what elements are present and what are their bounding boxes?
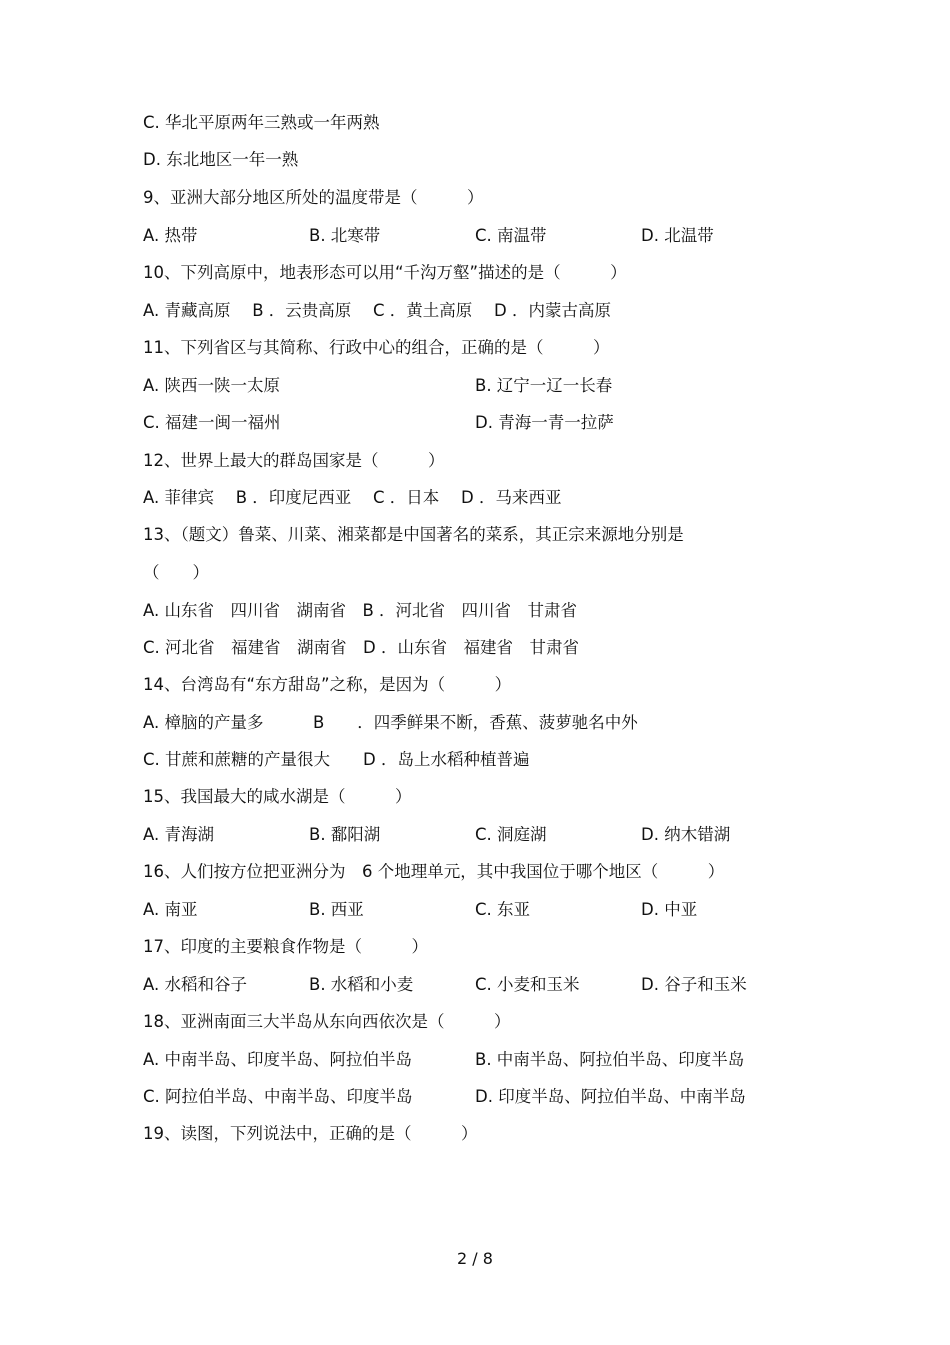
question-line: 13、（题文）鲁菜、川菜、湘菜都是中国著名的菜系，其正宗来源地分别是 [143,525,684,544]
question-line: A. 菲律宾 B ．印度尼西亚 C ．日本 D ．马来西亚 [143,488,562,507]
answer-option: B. 辽宁一辽一长春 [475,376,613,395]
question-line: 9、亚洲大部分地区所处的温度带是（ ） [143,188,484,207]
question-line: 15、我国最大的咸水湖是（ ） [143,787,412,806]
question-line: 14、台湾岛有“东方甜岛”之称，是因为（ ） [143,675,512,694]
question-line: D. 东北地区一年一熟 [143,150,299,169]
question-line: A. 青藏高原 B ．云贵高原 C ．黄土高原 D ．内蒙古高原 [143,301,612,320]
answer-option: C. 东亚 [475,900,531,919]
question-line: 18、亚洲南面三大半岛从东向西依次是（ ） [143,1012,511,1031]
answer-option: B. 北寒带 [309,226,381,245]
answer-option: D. 北温带 [641,226,714,245]
answer-option: A. 中南半岛、印度半岛、阿拉伯半岛 [143,1050,412,1069]
question-line: 10、下列高原中，地表形态可以用“千沟万壑”描述的是（ ） [143,263,627,282]
answer-option: A. 水稻和谷子 [143,975,247,994]
answer-option: B. 鄱阳湖 [309,825,381,844]
page-number: 2 / 8 [457,1249,493,1268]
answer-option: C. 洞庭湖 [475,825,547,844]
answer-option: C. 福建一闽一福州 [143,413,281,432]
question-line: C. 甘蔗和蔗糖的产量很大 D ．岛上水稻种植普遍 [143,750,530,769]
question-line: C. 河北省 福建省 湖南省 D ．山东省 福建省 甘肃省 [143,638,579,657]
question-line: 12、世界上最大的群岛国家是（ ） [143,451,445,470]
question-line: （ ） [143,563,209,582]
question-line: C. 华北平原两年三熟或一年两熟 [143,113,380,132]
question-line: A. 樟脑的产量多 B ．四季鲜果不断，香蕉、菠萝驰名中外 [143,713,638,732]
answer-option: A. 青海湖 [143,825,214,844]
answer-option: C. 阿拉伯半岛、中南半岛、印度半岛 [143,1087,413,1106]
question-line: 11、下列省区与其简称、行政中心的组合，正确的是（ ） [143,338,610,357]
answer-option: D. 中亚 [641,900,698,919]
answer-option: B. 水稻和小麦 [309,975,414,994]
answer-option: D. 谷子和玉米 [641,975,747,994]
question-line: 17、印度的主要粮食作物是（ ） [143,937,428,956]
answer-option: B. 西亚 [309,900,364,919]
question-line: 19、读图，下列说法中，正确的是（ ） [143,1124,478,1143]
answer-option: C. 小麦和玉米 [475,975,580,994]
answer-option: D. 青海一青一拉萨 [475,413,614,432]
question-line: A. 山东省 四川省 湖南省 B ．河北省 四川省 甘肃省 [143,601,578,620]
answer-option: D. 纳木错湖 [641,825,731,844]
answer-option: A. 陕西一陕一太原 [143,376,280,395]
answer-option: A. 南亚 [143,900,198,919]
answer-option: D. 印度半岛、阿拉伯半岛、中南半岛 [475,1087,746,1106]
answer-option: A. 热带 [143,226,198,245]
question-line: 16、人们按方位把亚洲分为 6 个地理单元，其中我国位于哪个地区（ ） [143,862,725,881]
answer-option: C. 南温带 [475,226,547,245]
answer-option: B. 中南半岛、阿拉伯半岛、印度半岛 [475,1050,745,1069]
